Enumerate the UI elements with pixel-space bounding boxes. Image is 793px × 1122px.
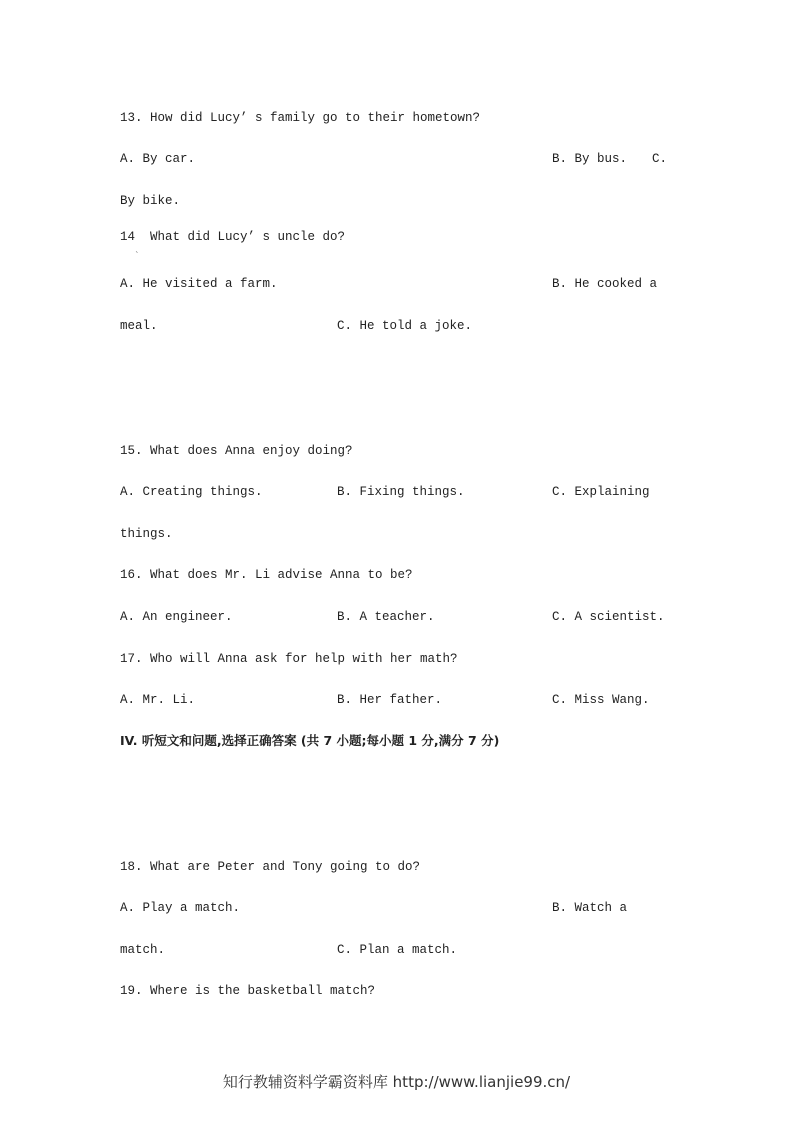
option-13-c: C. [652, 152, 668, 166]
option-16-c: C. A scientist. [552, 610, 665, 624]
option-13-a: A. By car. [120, 152, 196, 166]
option-18-b: B. Watch a [552, 901, 628, 915]
option-16-a: A. An engineer. [120, 610, 233, 624]
question-19: 19. Where is the basketball match? [120, 984, 376, 998]
option-17-a: A. Mr. Li. [120, 693, 196, 707]
option-14-b: B. He cooked a [552, 277, 658, 291]
option-15-c-continued: things. [120, 527, 173, 541]
option-13-c-continued: By bike. [120, 194, 181, 208]
question-15: 15. What does Anna enjoy doing? [120, 444, 353, 458]
option-18-b-continued: match. [120, 943, 166, 957]
option-17-b: B. Her father. [337, 693, 443, 707]
option-13-b: B. By bus. [552, 152, 628, 166]
page-footer: 知行教辅资料学霸资料库 http://www.lianjie99.cn/ [222, 1073, 571, 1091]
question-14: 14 What did Lucy’ s uncle do? [120, 230, 346, 244]
option-15-a: A. Creating things. [120, 485, 263, 499]
option-14-a: A. He visited a farm. [120, 277, 278, 291]
stray-mark: ` [135, 252, 140, 262]
question-17: 17. Who will Anna ask for help with her math? [120, 652, 458, 666]
option-15-b: B. Fixing things. [337, 485, 465, 499]
question-18: 18. What are Peter and Tony going to do? [120, 860, 421, 874]
option-14-c: C. He told a joke. [337, 319, 473, 333]
section-iv-heading: IV. 听短文和问题,选择正确答案 (共 7 小题;每小题 1 分,满分 7 分) [120, 733, 500, 748]
option-17-c: C. Miss Wang. [552, 693, 650, 707]
option-14-b-continued: meal. [120, 319, 158, 333]
option-15-c: C. Explaining [552, 485, 650, 499]
option-18-a: A. Play a match. [120, 901, 241, 915]
option-18-c: C. Plan a match. [337, 943, 458, 957]
question-16: 16. What does Mr. Li advise Anna to be? [120, 568, 413, 582]
question-13: 13. How did Lucy’ s family go to their hometown? [120, 111, 481, 125]
option-16-b: B. A teacher. [337, 610, 435, 624]
